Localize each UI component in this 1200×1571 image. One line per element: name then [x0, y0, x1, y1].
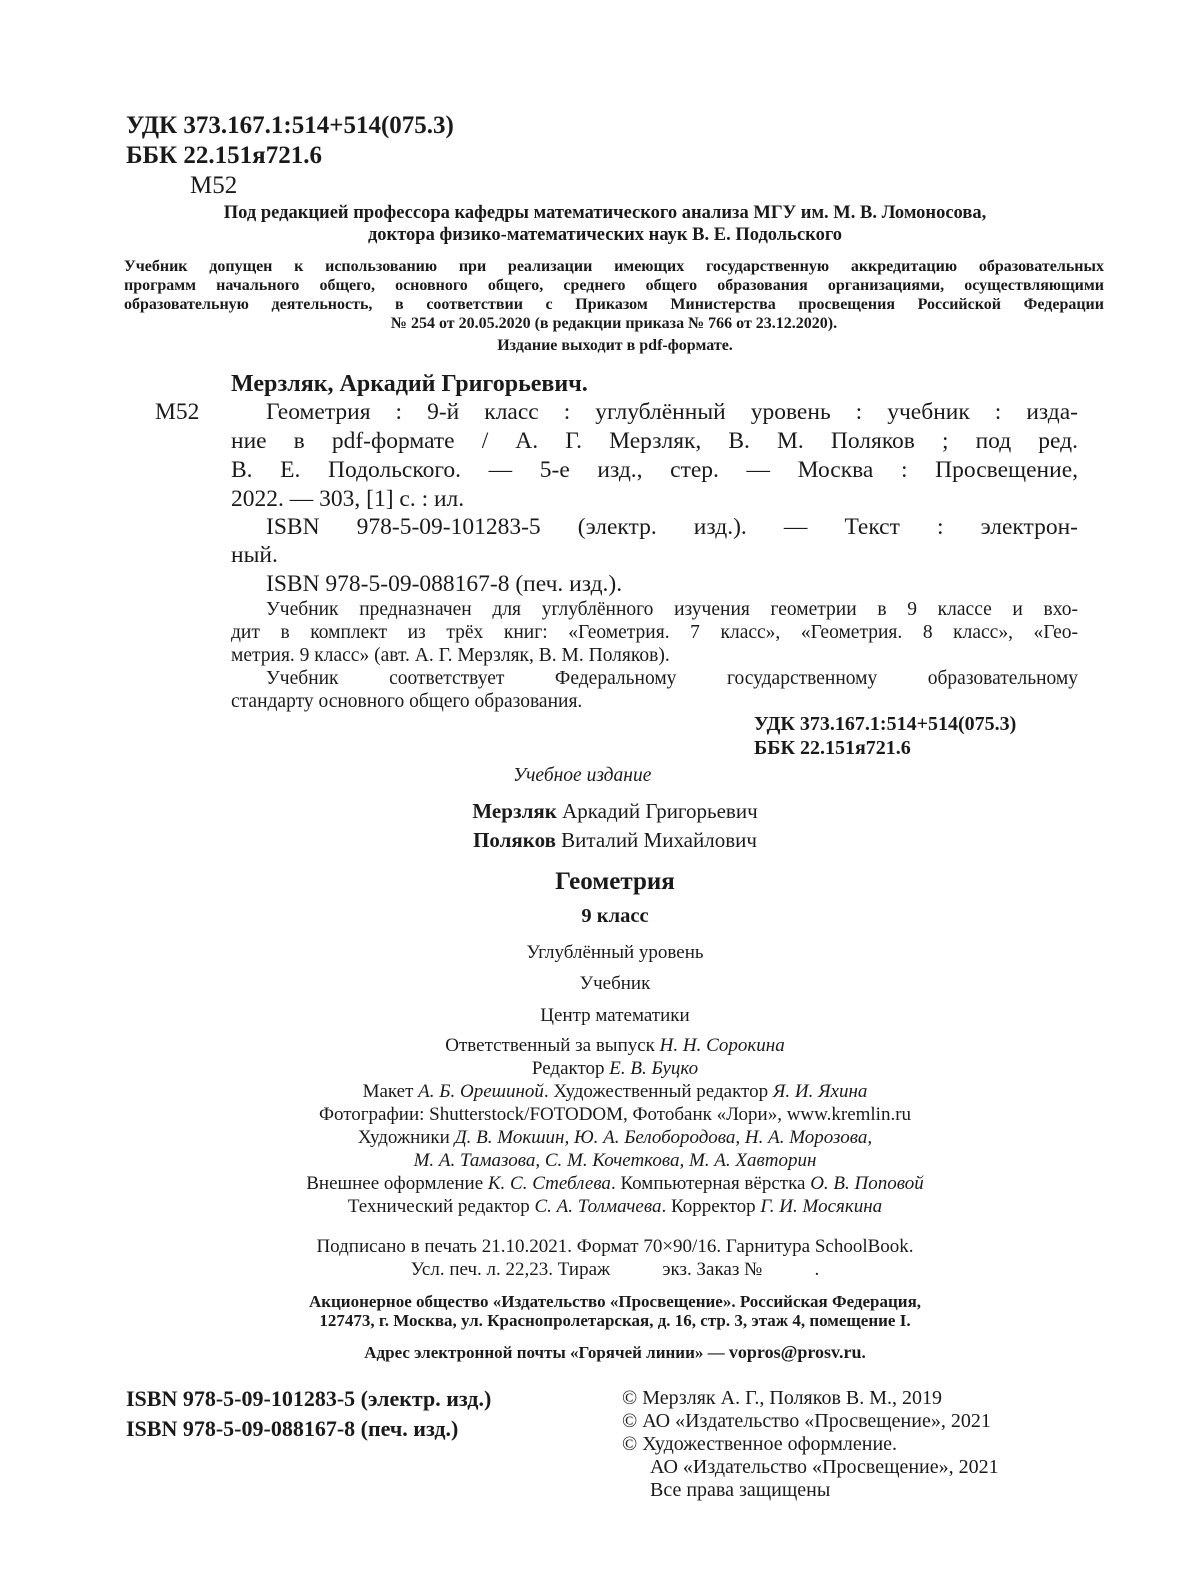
approval-line: Учебник допущен к использованию при реализации имеющих государственную аккредитацию образовательных [124, 258, 1104, 275]
card-desc-line: ние в pdf-формате / А. Г. Мерзляк, В. М. Поляков ; под ред. [231, 428, 1078, 454]
credit-name: Г. И. Мосякина [760, 1196, 883, 1217]
credit-label: Ответственный за выпуск [445, 1035, 660, 1056]
card-desc-line: 2022. — 303, [1] с. : ил. [231, 486, 465, 512]
print-info: Подписано в печать 21.10.2021. Формат 70×90/16. Гарнитура SchoolBook. [316, 1236, 914, 1257]
email-label: Адрес электронной почты «Горячей линии» — [364, 1343, 729, 1362]
footer-isbn-electronic: ISBN 978-5-09-101283-5 (электр. изд.) [126, 1386, 492, 1411]
annotation-line: стандарту основного общего образования. [231, 691, 583, 712]
credit-name: О. В. Поповой [810, 1173, 924, 1194]
publisher-email-line [0, 1342, 1200, 1363]
copyright-line: © Художественное оформление. [622, 1433, 898, 1455]
credit-technical [0, 1196, 1200, 1218]
copyright-line: © АО «Издательство «Просвещение», 2021 [622, 1410, 991, 1432]
credit-layout [0, 1081, 1200, 1103]
author-2-surname: Поляков [473, 828, 556, 852]
book-grade: 9 класс [581, 905, 649, 927]
card-isbn-print: ISBN 978-5-09-088167-8 (печ. изд.). [266, 571, 623, 597]
credit-label: Художники [357, 1127, 455, 1148]
credit-photos: Фотографии: Shutterstock/FOTODOM, Фотобанк «Лори», www.kremlin.ru [318, 1104, 912, 1125]
credit-name: Е. В. Буцко [609, 1058, 699, 1079]
publisher-address: 127473, г. Москва, ул. Краснопролетарская, д. 16, стр. 3, этаж 4, помещение I. [319, 1311, 911, 1330]
approval-note [124, 257, 1104, 333]
copyright-line: © Мерзляк А. Г., Поляков В. М., 2019 [622, 1387, 943, 1409]
credit-label: . Компьютерная вёрстка [610, 1173, 811, 1194]
copyright-line: Все права защищены [650, 1479, 831, 1501]
credit-label: . Художественный редактор [543, 1081, 773, 1102]
editor-line: доктора физико-математических наук В. Е. Подольского [367, 225, 843, 245]
card-author-heading: Мерзляк, Аркадий Григорьевич. [231, 371, 588, 397]
email-period: . [861, 1343, 866, 1362]
book-type: Учебник [579, 973, 651, 994]
udk-code: УДК 373.167.1:514+514(075.3) [126, 112, 454, 139]
card-udk: УДК 373.167.1:514+514(075.3) [754, 713, 1017, 735]
credit-design [0, 1173, 1200, 1195]
credit-label: Технический редактор [347, 1196, 535, 1217]
credit-responsible [0, 1035, 1200, 1057]
copyright-line: АО «Издательство «Просвещение», 2021 [650, 1456, 999, 1478]
book-title: Геометрия [555, 868, 675, 895]
author-sign: М52 [190, 172, 238, 199]
footer-isbn-print: ISBN 978-5-09-088167-8 (печ. изд.) [126, 1416, 459, 1441]
card-isbn-electronic-cont: ный. [231, 542, 278, 568]
print-info: Усл. печ. л. 22,23. Тираж экз. Заказ № . [410, 1259, 820, 1280]
card-desc-line: В. Е. Подольского. — 5-е изд., стер. — Москва : Просвещение, [231, 457, 1078, 483]
bbk-code: ББК 22.151я721.6 [126, 142, 322, 169]
credit-name: Н. Н. Сорокина [659, 1035, 785, 1056]
credit-editor [0, 1058, 1200, 1080]
book-center: Центр математики [540, 1005, 690, 1026]
annotation-line: метрия. 9 класс» (авт. А. Г. Мерзляк, В. М. Поляков). [231, 645, 670, 666]
credit-name: Я. И. Яхина [772, 1081, 868, 1102]
credit-label: Редактор [531, 1058, 610, 1079]
author-2 [0, 828, 1200, 853]
annotation-line: Учебник соответствует Федеральному государственному образовательному [266, 668, 1078, 689]
annotation-line: Учебник предназначен для углублённого изучения геометрии в 9 классе и вхо- [266, 599, 1078, 620]
edition-label: Учебное издание [513, 765, 652, 786]
credit-name: К. С. Стеблева [487, 1173, 611, 1194]
card-code: М52 [155, 399, 200, 425]
editor-note [100, 202, 1110, 246]
pdf-note: Издание выходит в pdf-формате. [497, 337, 733, 354]
credit-label: Внешнее оформление [306, 1173, 488, 1194]
credit-name: Д. В. Мокшин, Ю. А. Белобородова, Н. А. Морозова, [454, 1127, 873, 1148]
annotation-line: дит в комплект из трёх книг: «Геометрия. 7 класс», «Геометрия. 8 класс», «Гео- [231, 622, 1078, 643]
approval-line: программ начального общего, основного общего, среднего общего образования организациями, осуществляющими [124, 277, 1104, 294]
author-2-name: Виталий Михайлович [555, 828, 757, 852]
credit-name: А. Б. Орешиной [418, 1081, 544, 1102]
credit-artists [0, 1127, 1200, 1149]
editor-line: Под редакцией профессора кафедры математического анализа МГУ им. М. В. Ломоносова, [223, 203, 987, 223]
approval-line: № 254 от 20.05.2020 (в редакции приказа № 766 от 23.12.2020). [390, 315, 838, 332]
card-bbk: ББК 22.151я721.6 [754, 737, 911, 759]
email-link[interactable]: vopros@prosv.ru [728, 1342, 862, 1362]
book-level: Углублённый уровень [526, 942, 704, 963]
author-1 [0, 799, 1200, 824]
publisher-address: Акционерное общество «Издательство «Просвещение». Российская Федерация, [308, 1292, 922, 1311]
credit-artists-cont: М. А. Тамазова, С. М. Кочеткова, М. А. Хавторин [413, 1150, 817, 1171]
author-1-name: Аркадий Григорьевич [556, 799, 758, 823]
card-isbn-electronic: ISBN 978-5-09-101283-5 (электр. изд.). — Текст : электрон- [266, 514, 1078, 540]
approval-line: образовательную деятельность, в соответствии с Приказом Министерства просвещения Российской Федерации [124, 296, 1104, 313]
credit-label: Макет [362, 1081, 419, 1102]
author-1-surname: Мерзляк [472, 799, 557, 823]
credit-name: С. А. Толмачева [534, 1196, 662, 1217]
card-desc-line: Геометрия : 9-й класс : углублённый уровень : учебник : изда- [266, 399, 1078, 425]
credit-label: . Корректор [661, 1196, 761, 1217]
